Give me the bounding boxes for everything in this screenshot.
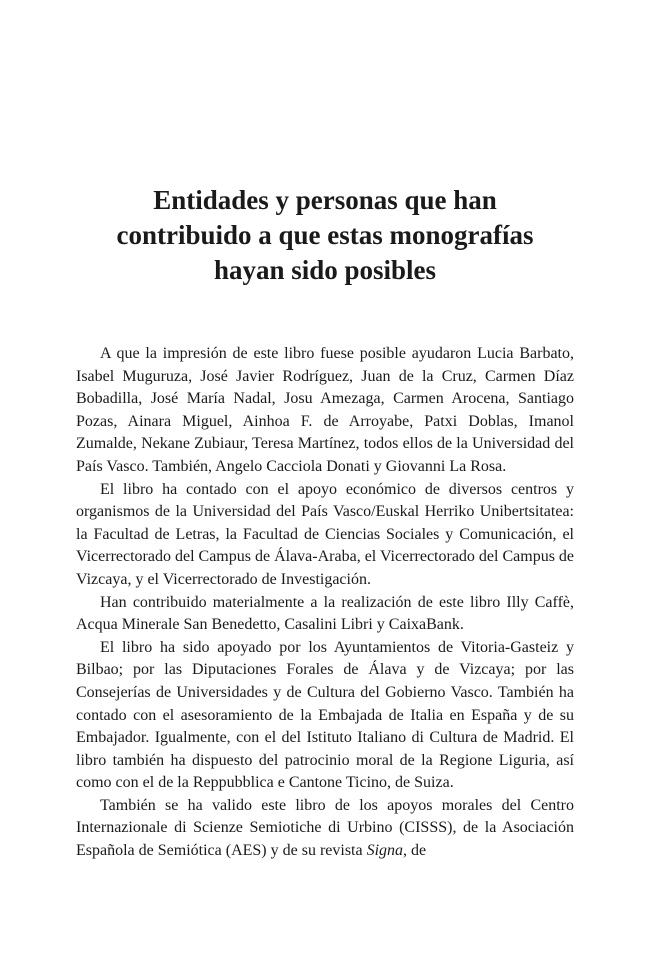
title-line-2: contribuido a que estas monografías [116, 220, 534, 250]
paragraph-institutional-support: El libro ha sido apoyado por los Ayuntamientos de Vitoria-Gasteiz y Bilbao; por las Diputaciones Forales de Álava y de Vizcaya; por las Consejerías de Universidades y de Cultura del Gobierno Vasco. También ha contado con el asesoramiento de la Embajada de Italia en España y de su Embajador. Igualmente, con el del Istituto Italiano di Cultura de Madrid. El libro también ha dispuesto del patrocinio moral de la Regione Liguria, así como con el de la Reppubblica e Cantone Ticino, de Suiza. [76, 638, 574, 792]
paragraph-moral-support-tail: , de [403, 842, 427, 860]
paragraph-moral-support [76, 795, 574, 863]
paragraph-economic-support: El libro ha contado con el apoyo económico de diversos centros y organismos de la Universidad del País Vasco/Euskal Herriko Unibertsitatea: la Facultad de Letras, la Facultad de Ciencias Sociales y Comunicación, el Vicerrectorado del Campus de Álava-Araba, el Vicerrectorado del Campus de Vizcaya, y el Vicerrectorado de Investigación. [76, 480, 575, 588]
paragraph-material-contributors: Han contribuido materialmente a la realización de este libro Illy Caffè, Acqua Minerale San Benedetto, Casalini Libri y CaixaBank. [76, 593, 574, 634]
page-title [60, 183, 590, 288]
body-text [76, 343, 574, 863]
paragraph-moral-support-text: También se ha valido este libro de los apoyos morales del Centro Internazionale di Scienze Semiotiche di Urbino (CISSS), de la Asociación Española de Semiótica (AES) y de su revista [76, 796, 574, 860]
paragraph-contributors: A que la impresión de este libro fuese posible ayudaron Lucia Barbato, Isabel Muguruza, José Javier Rodríguez, Juan de la Cruz, Carmen Díaz Bobadilla, José María Nadal, Josu Amezaga, Carmen Arocena, Santiago Pozas, Ainara Miguel, Ainhoa F. de Arroyabe, Patxi Doblas, Imanol Zumalde, Nekane Zubiaur, Teresa Martínez, todos ellos de la Universidad del País Vasco. También, Angelo Cacciola Donati y Giovanni La Rosa. [76, 345, 574, 475]
title-line-1: Entidades y personas que han [153, 185, 497, 215]
title-line-3: hayan sido posibles [213, 255, 437, 285]
journal-title: Signa [366, 842, 404, 860]
